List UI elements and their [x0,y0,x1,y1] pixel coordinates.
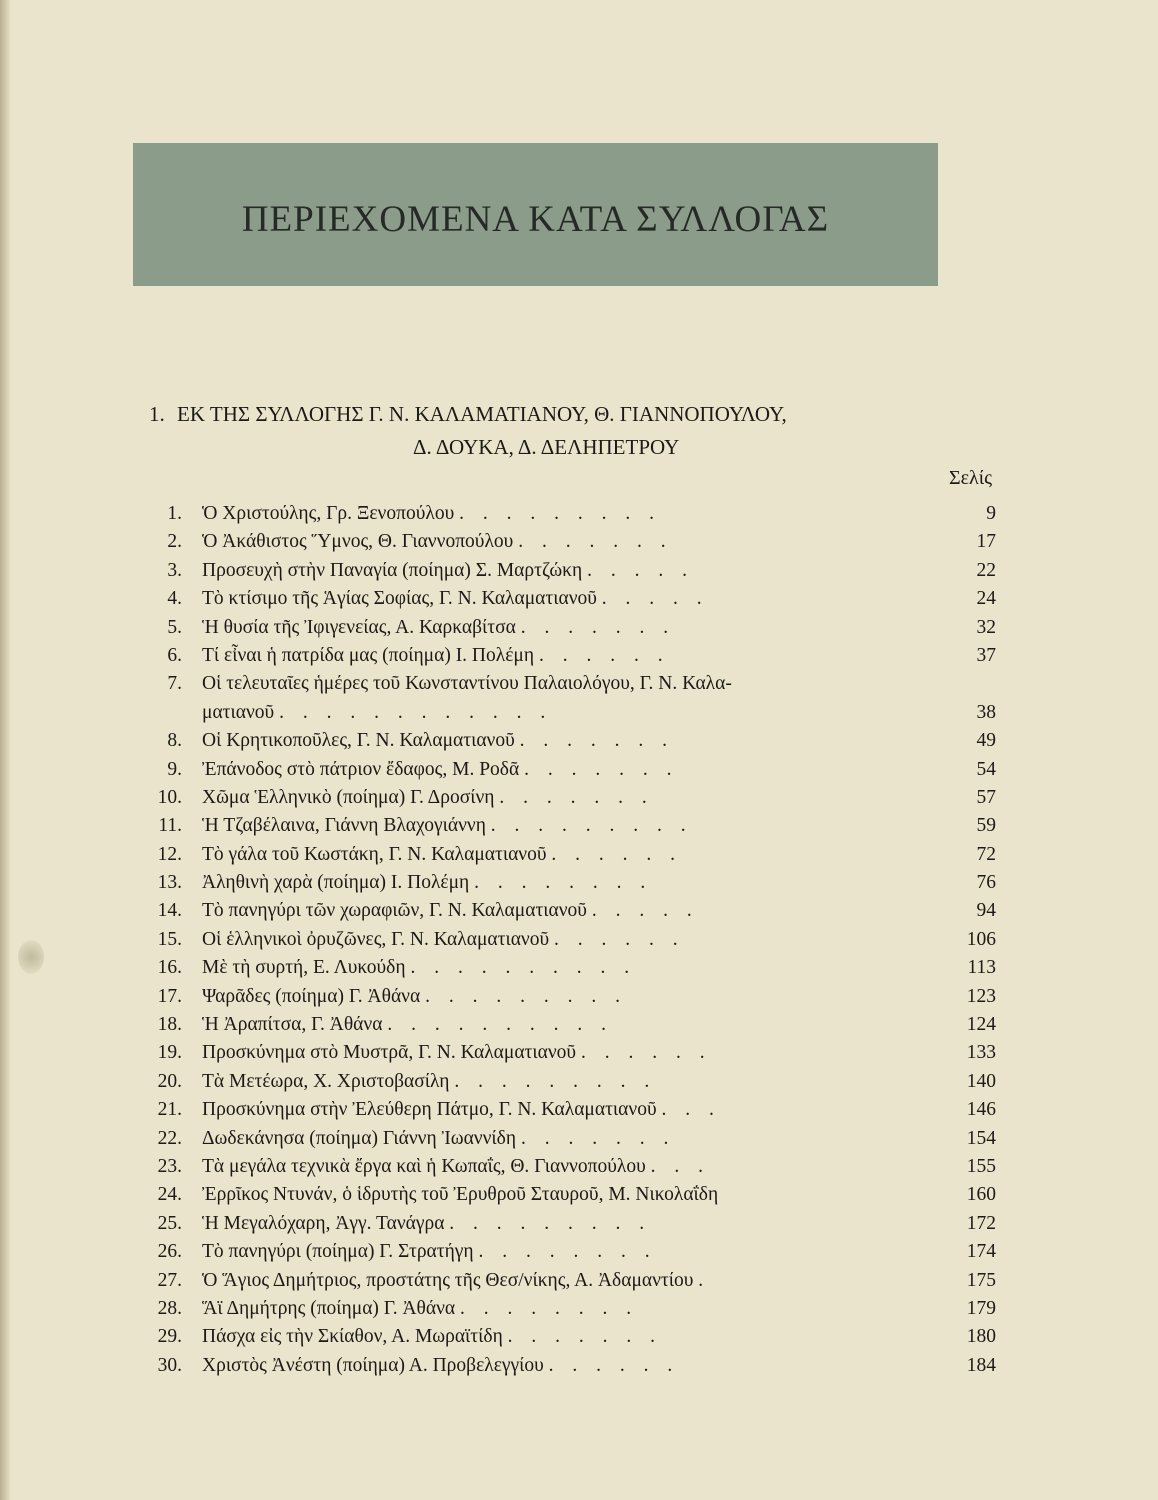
entry-title [202,642,947,670]
toc-entry [150,1153,1010,1181]
entry-page-number: 24 [976,588,996,610]
entry-number: 2. [167,531,182,553]
entry-title-text: Ἀληθινὴ χαρὰ (ποίημα) Ι. Πολέμη [202,872,470,894]
entry-title [202,1125,947,1153]
entry-page-number: 72 [976,843,996,865]
entry-page-number: 59 [976,815,996,837]
leader-dots: . . . . . . . . . [425,985,627,1007]
leader-dots: . . . . . [601,588,709,610]
entry-page-number: 113 [967,957,996,979]
leader-dots: . [698,1269,711,1291]
entry-title-text: Χριστὸς Ἀνέστη (ποίημα) Α. Προβελεγγίου [202,1354,544,1376]
entry-title [202,585,947,613]
section-title-line-2: Δ. ΔΟΥΚΑ, Δ. ΔΕΛΗΠΕΤΡΟΥ [413,435,680,459]
toc-entry [150,642,1010,670]
entry-title-text: Μὲ τὴ συρτή, Ε. Λυκούδη [202,957,406,979]
toc-entry [150,1352,1010,1380]
page-column-label: Σελίς [948,467,992,489]
toc-entry [150,784,1010,812]
entry-title [202,1039,947,1067]
entry-page-number: 172 [966,1212,996,1234]
entry-title [202,1096,947,1124]
entry-title [202,500,947,528]
leader-dots: . . . . . . [548,1354,680,1376]
toc-entry [150,1238,1010,1266]
entry-page-number: 17 [976,531,996,553]
entry-title [202,1153,947,1181]
entry-page-number: 140 [966,1070,996,1092]
leader-dots: . . . . . . . . . . [387,1014,613,1036]
entry-page-number: 37 [976,644,996,666]
entry-title-text: Προσκύνημα στὸ Μυστρᾶ, Γ. Ν. Καλαματιανοῦ [202,1042,577,1064]
table-of-contents [150,500,1010,1380]
entry-number: 26. [157,1241,182,1263]
leader-dots: . . . [650,1156,710,1177]
entry-page-number: 146 [966,1099,996,1121]
toc-entry [150,1125,1010,1153]
toc-entry [150,528,1010,556]
entry-number: 13. [157,872,182,894]
leader-dots: . . . . . [587,559,694,581]
leader-dots: . . . . . . . [519,730,675,752]
toc-entry [150,614,1010,642]
entry-title-text: Ἅϊ Δημήτρης (ποίημα) Γ. Ἀθάνα [202,1297,456,1319]
toc-entry [150,1295,1010,1323]
entry-number: 20. [157,1070,182,1092]
entry-page-number: 49 [976,730,996,752]
leader-dots: . . . . . . . [518,531,673,553]
entry-title [202,1181,947,1209]
entry-title [202,670,947,727]
entry-title-text: Τί εἶναι ἡ πατρίδα μας (ποίημα) Ι. Πολέμη [202,644,535,666]
leader-dots: . . . . . . [551,843,683,865]
toc-entry [150,869,1010,897]
entry-number: 7. [167,673,182,695]
leader-dots: . . . . . . . [499,786,654,808]
entry-title [202,784,947,812]
entry-number: 17. [157,985,182,1007]
leader-dots: . . . . . . [580,1042,712,1064]
leader-dots: . . . [661,1099,721,1121]
entry-title-text: Χῶμα Ἑλληνικὸ (ποίημα) Γ. Δροσίνη [202,786,495,808]
leader-dots: . . . . . . . . . [490,815,693,837]
entry-page-number: 155 [966,1156,996,1177]
entry-number: 14. [157,900,182,922]
entry-number: 6. [167,644,182,666]
toc-entry [150,727,1010,755]
entry-page-number: 175 [966,1269,996,1291]
entry-title-text: Πάσχα εἰς τὴν Σκίαθον, Α. Μωραϊτίδη [202,1326,503,1348]
entry-number: 9. [167,758,182,780]
entry-title-text: Δωδεκάνησα (ποίημα) Γιάννη Ἰωαννίδη [202,1127,517,1149]
entry-title [202,926,947,954]
entry-title-text: Ἐρρῖκος Ντυνάν, ὁ ἱδρυτὴς τοῦ Ἐρυθροῦ Σταυροῦ, Μ. Νικολαΐδη [202,1184,719,1206]
entry-number: 16. [157,957,182,979]
entry-title [202,727,947,755]
entry-title-text: Προσκύνημα στὴν Ἐλεύθερη Πάτμο, Γ. Ν. Καλαματιανοῦ [202,1099,657,1121]
leader-dots: . . . . . . . [507,1326,663,1348]
entry-number: 25. [157,1212,182,1234]
entry-page-number: 184 [966,1354,996,1376]
entry-title [202,1068,947,1096]
entry-page-number: 9 [986,503,996,524]
entry-title [202,897,947,925]
entry-title-text: Ἡ Μεγαλόχαρη, Ἀγγ. Τανάγρα [202,1212,445,1234]
entry-page-number: 133 [966,1042,996,1064]
toc-entry [150,812,1010,840]
toc-entry [150,954,1010,982]
page-title: ΠΕΡΙΕΧΟΜΕΝΑ ΚΑΤΑ ΣΥΛΛΟΓΑΣ [241,199,830,240]
toc-entry [150,1068,1010,1096]
toc-entry [150,1181,1010,1209]
entry-title-text: Ἐπάνοδος στὸ πάτριον ἔδαφος, Μ. Ροδᾶ [202,758,520,780]
toc-entry [150,585,1010,613]
leader-dots: . . . . . . . . . [459,503,661,524]
entry-title [202,756,947,784]
entry-page-number: 38 [976,701,996,723]
entry-page-number: 180 [966,1326,996,1348]
entry-title [202,983,947,1011]
entry-page-number: 123 [966,985,996,1007]
entry-title-text: Ἡ Τζαβέλαινα, Γιάννη Βλαχογιάννη [202,815,486,837]
entry-number: 24. [157,1184,182,1206]
leader-dots: . . . . . . . . . . [410,957,637,979]
entry-title [202,812,947,840]
entry-title-text: Ἡ θυσία τῆς Ἰφιγενείας, Α. Καρκαβίτσα [202,616,516,638]
entry-title [202,1011,947,1039]
entry-title-text: Προσευχὴ στὴν Παναγία (ποίημα) Σ. Μαρτζώκη [202,559,583,581]
entry-page-number: 160 [966,1184,996,1206]
entry-page-number: 106 [966,928,996,950]
entry-page-number: 54 [976,758,996,780]
leader-dots: . . . . . [591,900,699,922]
entry-title-text: Τὰ Μετέωρα, Χ. Χριστοβασίλη [202,1070,450,1092]
entry-page-number: 124 [966,1014,996,1036]
entry-title-text: Ἡ Ἀραπίτσα, Γ. Ἀθάνα [202,1014,383,1036]
entry-page-number: 174 [966,1241,996,1263]
entry-number: 27. [157,1269,182,1291]
toc-entry [150,1096,1010,1124]
section-number: 1. [149,402,165,426]
toc-entry [150,1267,1010,1295]
entry-page-number: 57 [976,786,996,808]
toc-entry [150,1011,1010,1039]
section-heading [149,398,1009,464]
leader-dots: . . . . . . . [520,1127,676,1149]
entry-title [202,614,947,642]
entry-title-text: Οἱ ἑλληνικοὶ ὀρυζῶνες, Γ. Ν. Καλαματιανοῦ [202,928,550,950]
entry-title [202,1210,947,1238]
entry-page-number: 32 [976,616,996,638]
entry-number: 1. [167,503,182,524]
leader-dots: . . . . . . . [524,758,679,780]
entry-title-text: Ψαρᾶδες (ποίημα) Γ. Ἀθάνα [202,985,421,1007]
entry-number: 30. [157,1354,182,1376]
entry-title [202,1295,947,1323]
entry-title-text: Οἱ Κρητικοποῦλες, Γ. Ν. Καλαματιανοῦ [202,730,515,752]
leader-dots: . . . . . . . . . . . . [279,701,553,723]
entry-title [202,557,947,585]
entry-page-number: 154 [966,1127,996,1149]
entry-title [202,1323,947,1351]
entry-title [202,1238,947,1266]
entry-number: 15. [157,928,182,950]
entry-title-text: Τὸ πανηγύρι (ποίημα) Γ. Στρατήγη [202,1241,474,1263]
entry-title [202,954,947,982]
entry-number: 18. [157,1014,182,1036]
entry-page-number: 179 [966,1297,996,1319]
entry-number: 8. [167,730,182,752]
entry-number: 23. [157,1156,182,1177]
leader-dots: . . . . . . . [520,616,676,638]
entry-title-continuation: ματιανοῦ [202,701,275,723]
toc-entry [150,500,1010,528]
entry-title-text: Τὸ πανηγύρι τῶν χωραφιῶν, Γ. Ν. Καλαματιανοῦ [202,900,587,922]
entry-title-text: Ὁ Ἅγιος Δημήτριος, προστάτης τῆς Θεσ/νίκης, Α. Ἀδαμαντίου [202,1269,694,1291]
leader-dots: . . . . . . . . [460,1297,639,1319]
entry-title-text: Οἱ τελευταῖες ἡμέρες τοῦ Κωνσταντίνου Παλαιολόγου, Γ. Ν. Καλα- [202,673,732,695]
entry-title-text: Τὸ κτίσιμο τῆς Ἁγίας Σοφίας, Γ. Ν. Καλαματιανοῦ [202,588,597,610]
entry-title [202,841,947,869]
leader-dots: . . . . . . . . . [454,1070,657,1092]
leader-dots: . . . . . . . . [474,872,653,894]
entry-number: 29. [157,1326,182,1348]
entry-number: 12. [157,843,182,865]
entry-number: 5. [167,616,182,638]
entry-title [202,1352,947,1380]
leader-dots: . . . . . . [538,644,670,666]
entry-title [202,528,947,556]
paper-stain [18,940,44,974]
toc-entry [150,897,1010,925]
toc-entry [150,926,1010,954]
toc-entry [150,1210,1010,1238]
entry-number: 10. [157,786,182,808]
leader-dots: . . . . . . . . . [449,1212,652,1234]
entry-number: 22. [157,1127,182,1149]
entry-number: 11. [158,815,182,837]
toc-entry [150,1039,1010,1067]
leader-dots: . . . . . . . . [478,1241,657,1263]
entry-page-number: 94 [976,900,996,922]
entry-title-text: Ὁ Χριστούλης, Γρ. Ξενοπούλου [202,503,455,524]
entry-title [202,869,947,897]
section-title-line-1: ΕΚ ΤΗΣ ΣΥΛΛΟΓΗΣ Γ. Ν. ΚΑΛΑΜΑΤΙΑΝΟΥ, Θ. ΓΙΑΝΝΟΠΟΥΛΟΥ, [177,402,787,426]
entry-title-text: Τὰ μεγάλα τεχνικὰ ἔργα καὶ ἡ Κωπαΐς, Θ. Γιαννοπούλου [202,1156,646,1177]
toc-entry [150,557,1010,585]
leader-dots: . . . . . . [554,928,685,950]
header-band [133,143,938,286]
entry-page-number: 22 [976,559,996,581]
entry-number: 4. [167,588,182,610]
toc-entry [150,841,1010,869]
entry-number: 3. [167,559,182,581]
page-edge [0,0,10,1500]
toc-entry [150,983,1010,1011]
entry-number: 28. [157,1297,182,1319]
entry-title [202,1267,947,1295]
entry-title-text: Τὸ γάλα τοῦ Κωστάκη, Γ. Ν. Καλαματιανοῦ [202,843,547,865]
entry-title-text: Ὁ Ἀκάθιστος Ὕμνος, Θ. Γιαννοπούλου [202,531,514,553]
toc-entry [150,1323,1010,1351]
entry-number: 21. [157,1099,182,1121]
toc-entry [150,756,1010,784]
entry-number: 19. [157,1042,182,1064]
toc-entry [150,670,1010,727]
entry-page-number: 76 [976,872,996,894]
